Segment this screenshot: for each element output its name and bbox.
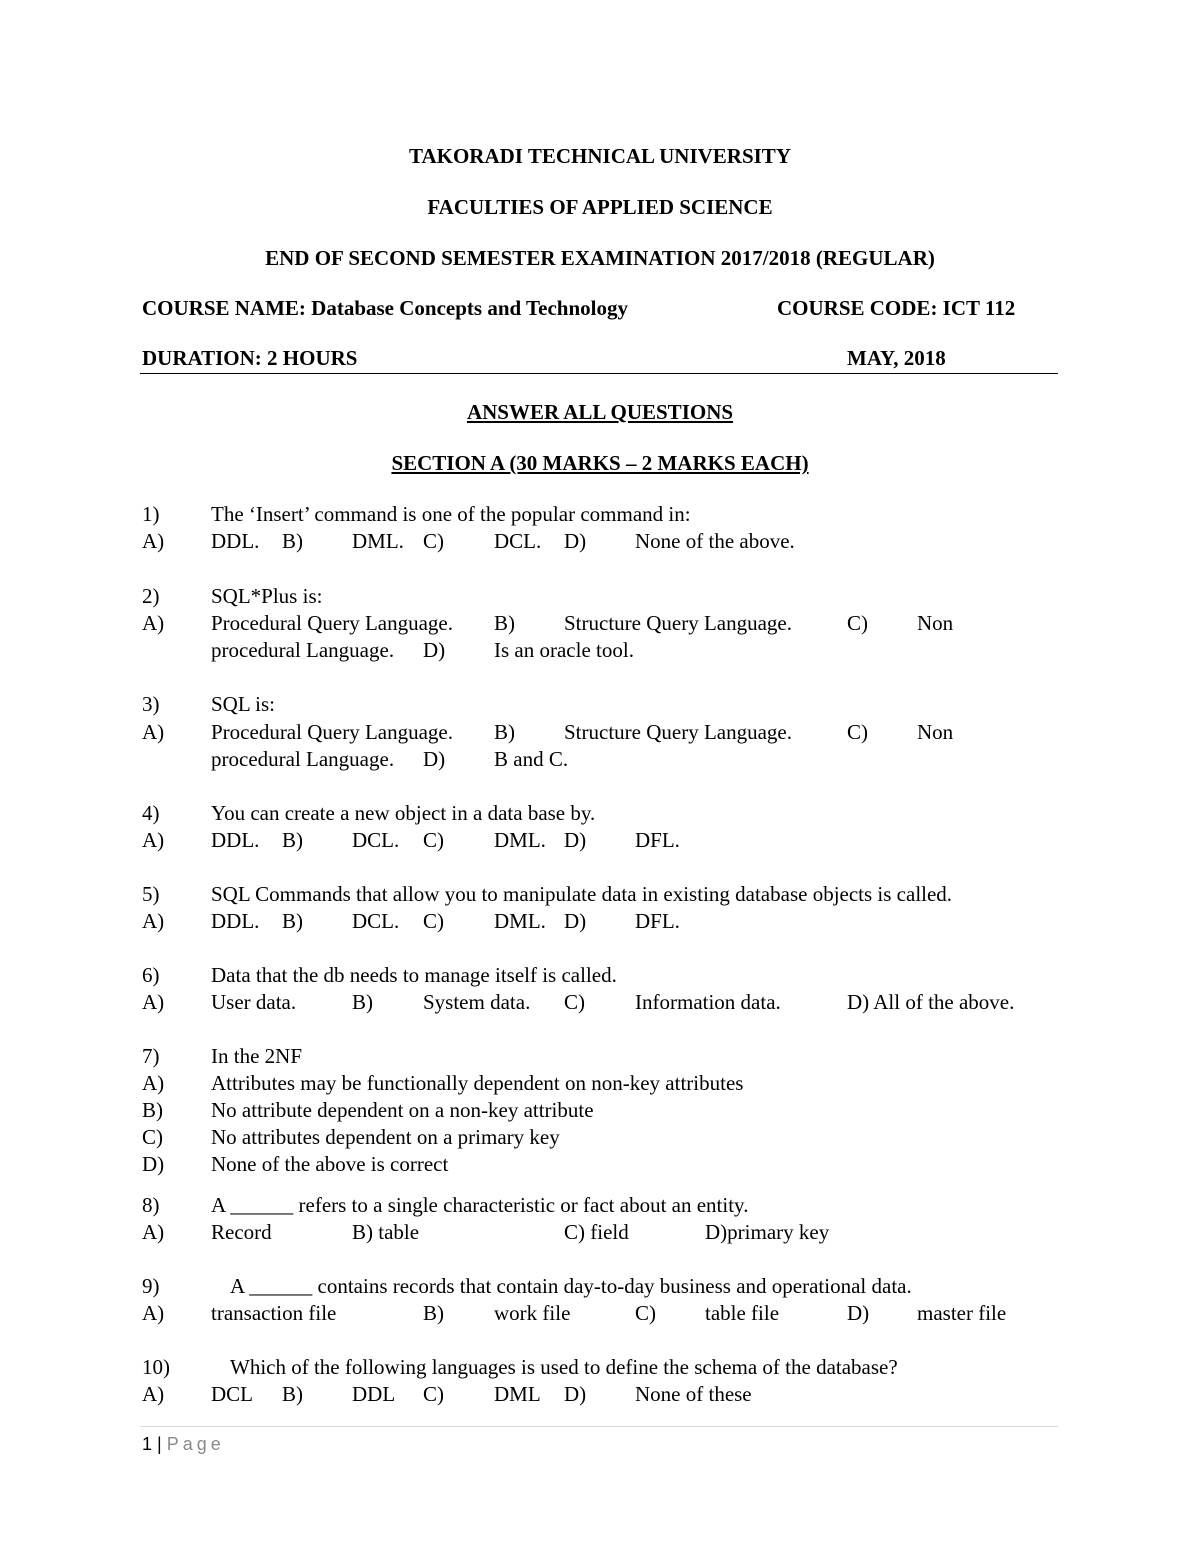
option-text: B and C. <box>494 747 569 771</box>
option-text: Attributes may be functionally dependent on non-key attributes <box>211 1071 744 1095</box>
option-text: C) field <box>564 1220 629 1244</box>
option-text: DFL. <box>635 909 680 933</box>
option-letter-c: C) <box>423 1382 444 1406</box>
option-text: Non <box>917 720 954 744</box>
option-letter-a: A) <box>142 1301 165 1325</box>
exam-date: MAY, 2018 <box>847 346 946 370</box>
option-letter-b: B) <box>282 1382 303 1406</box>
option-letter-d: D) <box>847 1301 870 1325</box>
option-text: DML. <box>352 529 404 553</box>
option-text: DDL. <box>211 909 260 933</box>
option-text: Record <box>211 1220 272 1244</box>
page-number: 1 <box>142 1434 153 1454</box>
question-text: A ______ contains records that contain day-to-day business and operational data. <box>230 1274 912 1298</box>
university-name: TAKORADI TECHNICAL UNIVERSITY <box>409 144 791 168</box>
option-letter-d: D) <box>142 1152 165 1176</box>
option-text: DML. <box>494 909 546 933</box>
option-letter-c: C) <box>847 611 868 635</box>
question-text: Data that the db needs to manage itself is called. <box>211 963 617 987</box>
option-text: Structure Query Language. <box>564 611 792 635</box>
option-text: D)primary key <box>705 1220 830 1244</box>
option-text: work file <box>494 1301 571 1325</box>
option-text: Non <box>917 611 954 635</box>
option-letter-b: B) <box>282 529 303 553</box>
option-text: None of the above is correct <box>211 1152 449 1176</box>
question-text: Which of the following languages is used to define the schema of the database? <box>230 1355 898 1379</box>
option-text: None of these <box>635 1382 752 1406</box>
question-text: You can create a new object in a data base by. <box>211 801 596 825</box>
option-letter-d: D) <box>564 529 587 553</box>
option-text: transaction file <box>211 1301 337 1325</box>
option-text: Information data. <box>635 990 781 1014</box>
option-letter-c: C) <box>847 720 868 744</box>
option-letter-c: C) <box>142 1125 163 1149</box>
question-text: In the 2NF <box>211 1044 302 1068</box>
duration: DURATION: 2 HOURS <box>142 346 358 370</box>
option-letter-b: B) <box>282 909 303 933</box>
option-letter-b: B) <box>142 1098 163 1122</box>
option-text: D) All of the above. <box>847 990 1015 1014</box>
instruction: ANSWER ALL QUESTIONS <box>466 400 734 424</box>
option-text: DCL. <box>352 828 400 852</box>
option-letter-d: D) <box>423 638 446 662</box>
option-text: procedural Language. <box>211 747 395 771</box>
option-text: procedural Language. <box>211 638 395 662</box>
option-letter-d: D) <box>564 909 587 933</box>
footer-separator: | <box>157 1434 162 1454</box>
option-letter-c: C) <box>423 529 444 553</box>
option-letter-a: A) <box>142 1220 165 1244</box>
option-letter-a: A) <box>142 909 165 933</box>
page-word: Page <box>166 1434 225 1454</box>
question-number: 10) <box>142 1355 170 1379</box>
option-text: DFL. <box>635 828 680 852</box>
faculty-name: FACULTIES OF APPLIED SCIENCE <box>427 195 773 219</box>
option-text: DCL <box>211 1382 253 1406</box>
option-text: DCL. <box>352 909 400 933</box>
question-number: 5) <box>142 882 160 906</box>
option-letter-a: A) <box>142 611 165 635</box>
option-letter-b: B) <box>352 990 373 1014</box>
section-title: SECTION A (30 MARKS – 2 MARKS EACH) <box>391 451 809 475</box>
question-number: 8) <box>142 1193 160 1217</box>
option-text: B) table <box>352 1220 420 1244</box>
option-text: User data. <box>211 990 297 1014</box>
footer-divider <box>140 1426 1058 1427</box>
option-letter-a: A) <box>142 828 165 852</box>
option-letter-c: C) <box>423 828 444 852</box>
option-letter-b: B) <box>494 611 515 635</box>
option-letter-c: C) <box>635 1301 656 1325</box>
question-number: 6) <box>142 963 160 987</box>
option-letter-c: C) <box>564 990 585 1014</box>
question-number: 1) <box>142 502 160 526</box>
page-footer <box>142 1434 225 1455</box>
option-text: DDL. <box>211 529 260 553</box>
option-text: DDL. <box>211 828 260 852</box>
question-number: 9) <box>142 1274 160 1298</box>
course-code: COURSE CODE: ICT 112 <box>777 296 1016 320</box>
question-number: 3) <box>142 692 160 716</box>
option-text: DCL. <box>494 529 542 553</box>
question-number: 4) <box>142 801 160 825</box>
option-text: master file <box>917 1301 1007 1325</box>
option-letter-a: A) <box>142 1382 165 1406</box>
option-letter-a: A) <box>142 720 165 744</box>
option-text: Is an oracle tool. <box>494 638 634 662</box>
question-number: 7) <box>142 1044 160 1068</box>
question-number: 2) <box>142 584 160 608</box>
option-letter-a: A) <box>142 1071 165 1095</box>
question-text: The ‘Insert’ command is one of the popular command in: <box>211 502 691 526</box>
option-text: DML <box>494 1382 541 1406</box>
exam-title: END OF SECOND SEMESTER EXAMINATION 2017/2018 (REGULAR) <box>265 246 935 270</box>
question-text: SQL Commands that allow you to manipulate data in existing database objects is called. <box>211 882 953 906</box>
course-name: COURSE NAME: Database Concepts and Technology <box>142 296 628 320</box>
question-text: SQL is: <box>211 692 275 716</box>
option-letter-b: B) <box>282 828 303 852</box>
option-letter-d: D) <box>564 828 587 852</box>
option-text: Procedural Query Language. <box>211 720 453 744</box>
option-letter-c: C) <box>423 909 444 933</box>
option-text: No attributes dependent on a primary key <box>211 1125 560 1149</box>
option-text: DML. <box>494 828 546 852</box>
header-divider <box>140 373 1058 374</box>
option-letter-a: A) <box>142 529 165 553</box>
question-text: SQL*Plus is: <box>211 584 323 608</box>
option-text: table file <box>705 1301 780 1325</box>
question-text: A ______ refers to a single characteristic or fact about an entity. <box>211 1193 749 1217</box>
option-letter-a: A) <box>142 990 165 1014</box>
option-text: Procedural Query Language. <box>211 611 453 635</box>
option-text: None of the above. <box>635 529 795 553</box>
option-letter-b: B) <box>423 1301 444 1325</box>
option-letter-d: D) <box>423 747 446 771</box>
option-text: No attribute dependent on a non-key attribute <box>211 1098 594 1122</box>
option-text: DDL <box>352 1382 396 1406</box>
option-letter-b: B) <box>494 720 515 744</box>
option-text: System data. <box>423 990 531 1014</box>
option-letter-d: D) <box>564 1382 587 1406</box>
option-text: Structure Query Language. <box>564 720 792 744</box>
